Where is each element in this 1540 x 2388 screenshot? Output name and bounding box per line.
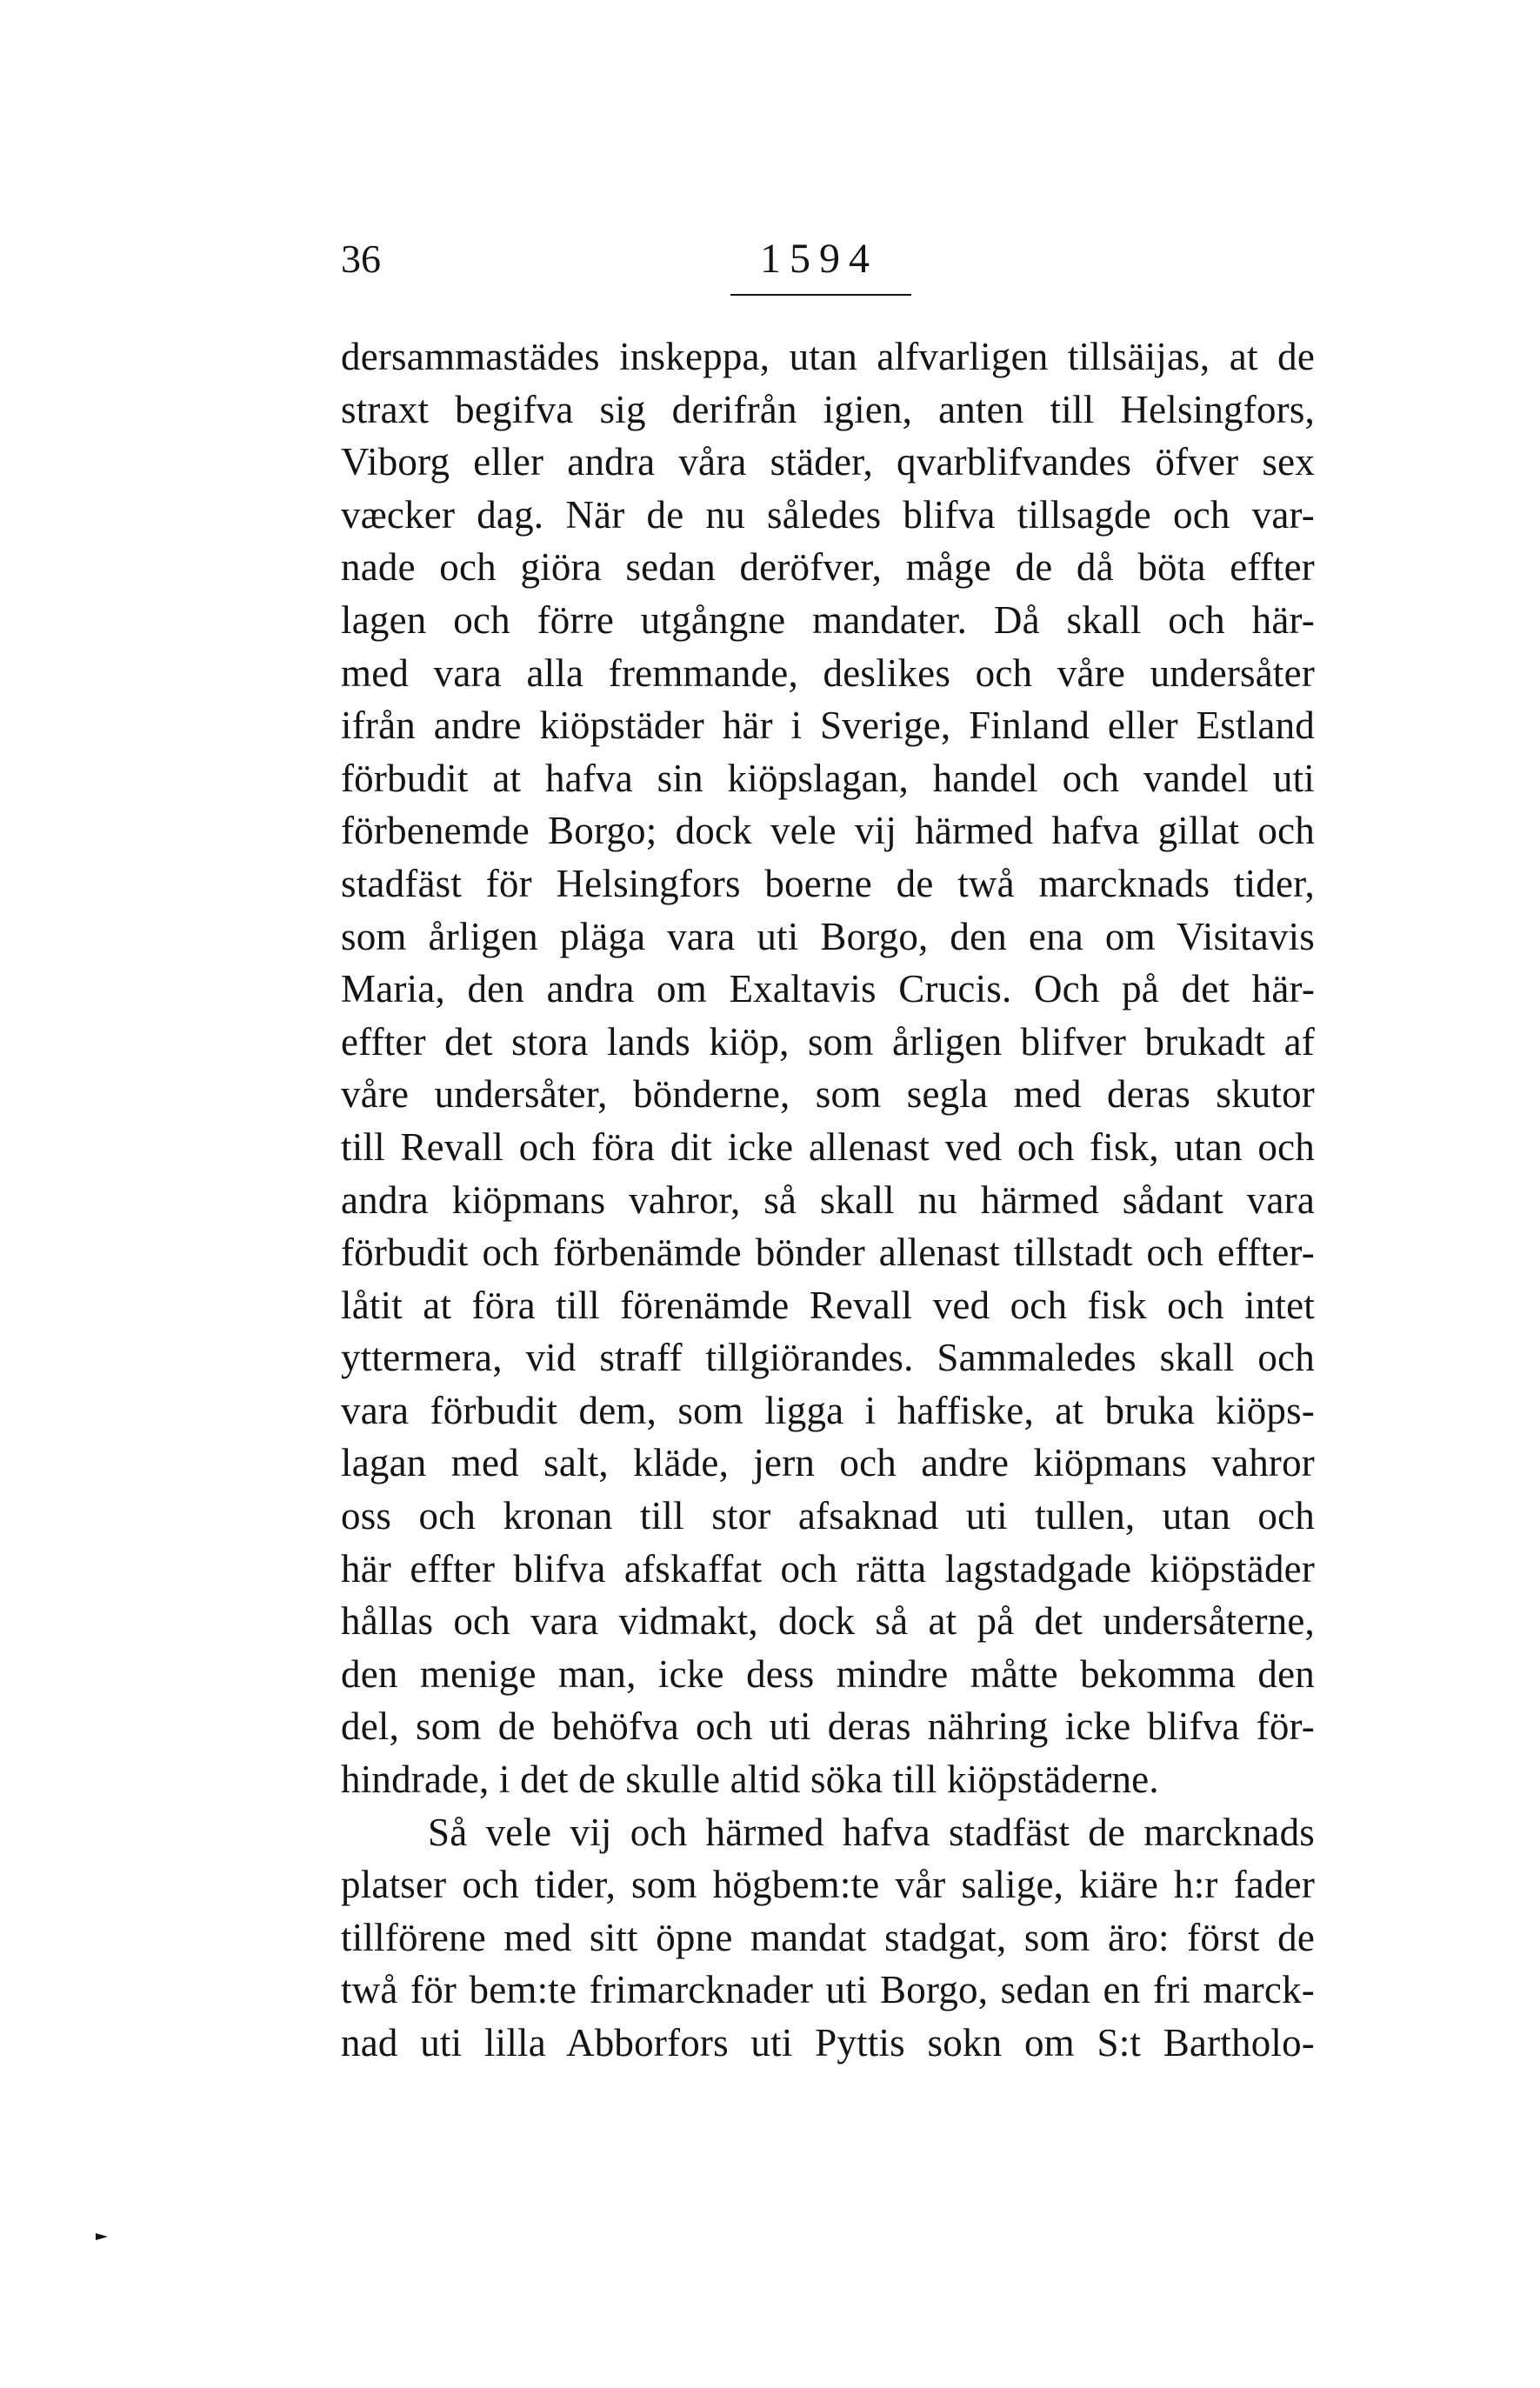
text-line: hindrade, i det de skulle altid söka till kiöpstäderne. — [341, 1758, 1159, 1802]
text-line: förbudit och förbenämde bönder allenast tillstadt och effter- — [341, 1231, 1315, 1275]
year-underline — [730, 294, 911, 296]
text-line: som årligen pläga vara uti Borgo, den ena om Visitavis — [341, 914, 1315, 958]
text-line: Maria, den andra om Exaltavis Crucis. Och på det här- — [341, 967, 1315, 1011]
page-number: 36 — [341, 237, 381, 281]
text-line: den menige man, icke dess mindre måtte bekomma den — [341, 1651, 1315, 1696]
text-line: effter det stora lands kiöp, som årligen blifver brukadt af — [341, 1019, 1315, 1064]
year-heading: 1594 — [760, 236, 878, 282]
text-line: Så vele vij och härmed hafva stadfäst de marcknads — [428, 1810, 1315, 1854]
text-line: Viborg eller andra våra städer, qvarblifvandes öfver sex — [341, 440, 1315, 484]
text-line: lagan med salt, kläde, jern och andre kiöpmans vahror — [341, 1441, 1315, 1485]
text-line: här effter blifva afskaffat och rätta lagstadgade kiöpstäder — [341, 1546, 1315, 1591]
text-line: förbenemde Borgo; dock vele vij härmed hafva gillat och — [341, 809, 1315, 853]
body-text — [341, 330, 1315, 2070]
text-line: ifrån andre kiöpstäder här i Sverige, Finland eller Estland — [341, 704, 1315, 748]
text-line: lagen och förre utgångne mandater. Då skall och här- — [341, 597, 1315, 642]
text-line: andra kiöpmans vahror, så skall nu härmed sådant vara — [341, 1177, 1315, 1222]
paragraph — [341, 1806, 1315, 2070]
text-line: nad uti lilla Abborfors uti Pyttis sokn om S:t Bartholo- — [341, 2021, 1315, 2064]
text-line: nade och giöra sedan deröfver, måge de då böta effter — [341, 545, 1315, 590]
paragraph — [341, 330, 1315, 1806]
text-line: våre undersåter, bönderne, som segla med deras skutor — [341, 1072, 1315, 1117]
text-line: dersammastädes inskeppa, utan alfvarligen tillsäijas, at de — [341, 335, 1315, 378]
text-line: væcker dag. När de nu således blifva tillsagde och var- — [341, 492, 1315, 537]
text-line: låtit at föra till förenämde Revall ved och fisk och intet — [341, 1283, 1315, 1327]
text-line: hållas och vara vidmakt, dock så at på det undersåterne, — [341, 1599, 1315, 1644]
margin-mark — [96, 2233, 108, 2240]
text-line: med vara alla fremmande, deslikes och våre undersåter — [341, 650, 1315, 695]
text-line: tillförene med sitt öpne mandat stadgat, som äro: först de — [341, 1915, 1315, 1959]
text-line: till Revall och föra dit icke allenast ved och fisk, utan och — [341, 1124, 1315, 1169]
text-line: stadfäst för Helsingfors boerne de twå marcknads tider, — [341, 861, 1315, 905]
text-line: straxt begifva sig derifrån igien, anten till Helsingfors, — [341, 387, 1315, 431]
page-header — [341, 233, 1315, 303]
text-line: oss och kronan till stor afsaknad uti tullen, utan och — [341, 1494, 1315, 1538]
text-line: förbudit at hafva sin kiöpslagan, handel och vandel uti — [341, 756, 1315, 800]
text-line: twå för bem:te frimarcknader uti Borgo, sedan en fri marck- — [341, 1968, 1315, 2012]
text-line: vara förbudit dem, som ligga i haffiske, at bruka kiöps- — [341, 1388, 1315, 1432]
text-line: yttermera, vid straff tillgiörandes. Sammaledes skall och — [341, 1336, 1315, 1380]
text-line: platser och tider, som högbem:te vår salige, kiäre h:r fader — [341, 1863, 1315, 1907]
text-line: del, som de behöfva och uti deras nähring icke blifva för- — [341, 1704, 1315, 1749]
